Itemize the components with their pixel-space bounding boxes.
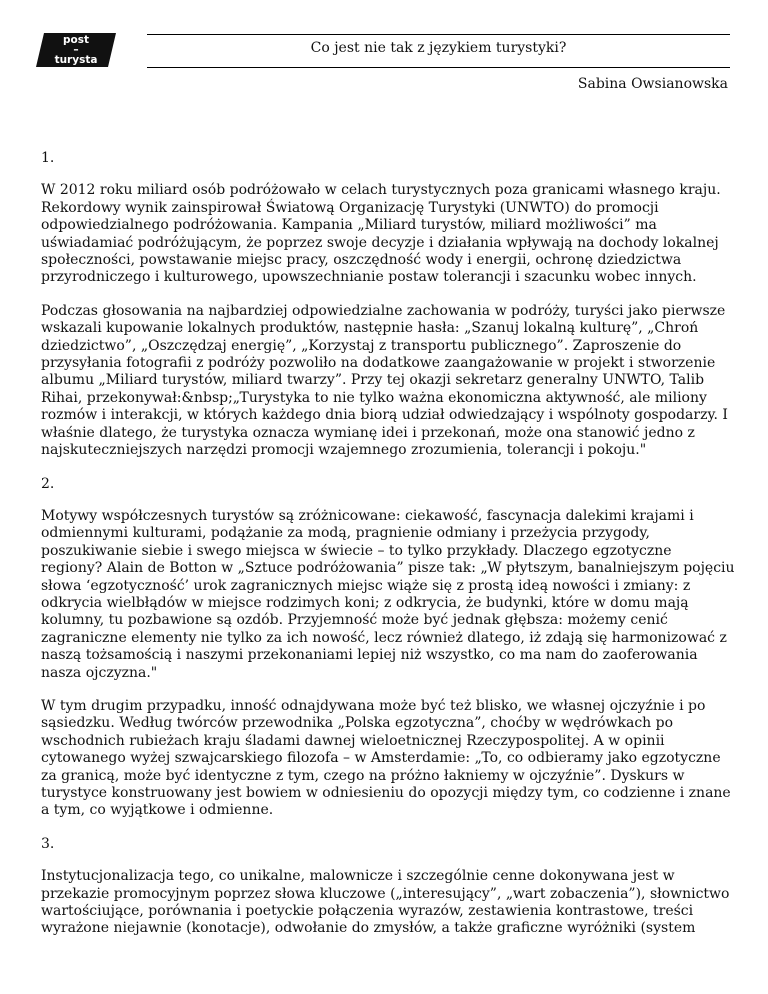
paragraph: Motywy współczesnych turystów są zróżnicowane: ciekawość, fascynacja dalekimi krajami i odmiennymi kulturami, podążanie za modą, pragnienie odmiany i przeżycia przygody, poszukiwanie siebie i swego miejsca w świecie – to tylko przykłady. Dlaczego egzotyczne regiony? Alain de Botton w „Sztuce podróżowania” pisze tak: „W płytszym, banalniejszym pojęciu słowa ‘egzotyczność’ urok zagranicznych miejsc wiąże się z prostą ideą nowości i zmiany: z odkrycia wielbłądów w miejsce rodzimych koni; z odkrycia, że budynki, które w domu mają kolumny, tu pozbawione są ozdób. Przyjemność może być jednak głębsza: możemy cenić zagraniczne elementy nie tylko za ich nowość, lecz również dlatego, iż zdają się harmonizować z naszą tożsamością i naszymi przekonaniami lepiej niż wszystko, co ma nam do zaoferowania nasza ojczyzna." bbox=[41, 507, 735, 681]
paragraph: W 2012 roku miliard osób podróżowało w celach turystycznych poza granicami własnego kraju. Rekordowy wynik zainspirował Światową Organizację Turystyki (UNWTO) do promocji odpowiedzialnego podróżowania. Kampania „Miliard turystów, miliard możliwości” ma uświadamiać podróżującym, że poprzez swoje decyzje i działania wpływają na dochody lokalnej społeczności, powstawanie miejsc pracy, oszczędność wody i energii, ochronę dziedzictwa przyrodniczego i kulturowego, upowszechnianie postaw tolerancji i szacunku wobec innych. bbox=[41, 182, 721, 286]
section-number-2: 2. bbox=[41, 475, 55, 492]
post-turysta-logo[interactable] bbox=[36, 33, 116, 67]
header-rule-top bbox=[147, 34, 730, 35]
paragraph: W tym drugim przypadku, inność odnajdywana może być też blisko, we własnej ojczyźnie i po sąsiedzku. Według twórców przewodnika „Polska egzotyczna”, choćby w wędrówkach po wschodnich rubieżach kraju śladami dawnej wieloetnicznej Rzeczypospolitej. A w opinii cytowanego wyżej szwajcarskiego filozofa – w Amsterdamie: „To, co odbieramy jako egzotyczne za granicą, może być identyczne z tym, czego na próżno łakniemy w ojczyźnie”. Dyskurs w turystyce konstruowany jest bowiem w odniesieniu do opozycji między tym, co codzienne i znane a tym, co wyjątkowe i odmienne. bbox=[41, 697, 731, 819]
author-name: Sabina Owsianowska bbox=[577, 76, 728, 92]
paragraph: Podczas głosowania na najbardziej odpowiedzialne zachowania w podróży, turyści jako pierwsze wskazali kupowanie lokalnych produktów, następnie hasła: „Szanuj lokalną kulturę”, „Chroń dziedzictwo”, „Oszczędzaj energię”, „Korzystaj z transportu publicznego”. Zaproszenie do przysyłania fotografii z podróży pozwoliło na dodatkowe zaangażowanie w projekt i stworzenie albumu „Miliard turystów, miliard twarzy”. Przy tej okazji sekretarz generalny UNWTO, Talib Rihai, przekonywał:&nbsp;„Turystyka to nie tylko ważna ekonomiczna aktywność, ale miliony rozmów i interakcji, w których każdego dnia biorą udział odwiedzający i wspólnoty gospodarzy. I właśnie dlatego, że turystyka oznacza wymianę idei i przekonań, może ona stanowić jedno z najskuteczniejszych narzędzi promocji wzajemnego zrozumienia, tolerancji i pokoju." bbox=[41, 302, 728, 459]
section-number-1: 1. bbox=[41, 150, 55, 166]
paragraph: Instytucjonalizacja tego, co unikalne, malownicze i szczególnie cenne dokonywana jest w przekazie promocyjnym poprzez słowa kluczowe („interesujący”, „wart zobaczenia”), słownictwo wartościujące, porównania i poetyckie połączenia wyrazów, zestawienia kontrastowe, treści wyrażone niejawnie (konotacje), odwołanie do zmysłów, a także graficzne wyróżniki (system bbox=[41, 868, 730, 937]
logo-text bbox=[36, 33, 116, 67]
section-number-3: 3. bbox=[41, 835, 55, 852]
article-body bbox=[41, 150, 735, 954]
logo-line-dash: – bbox=[73, 44, 79, 56]
page-title: Co jest nie tak z językiem turystyki? bbox=[310, 40, 567, 56]
header-rule-bottom bbox=[147, 67, 730, 68]
logo-line-post: post bbox=[63, 34, 89, 46]
logo-line-turysta: turysta bbox=[54, 54, 98, 66]
